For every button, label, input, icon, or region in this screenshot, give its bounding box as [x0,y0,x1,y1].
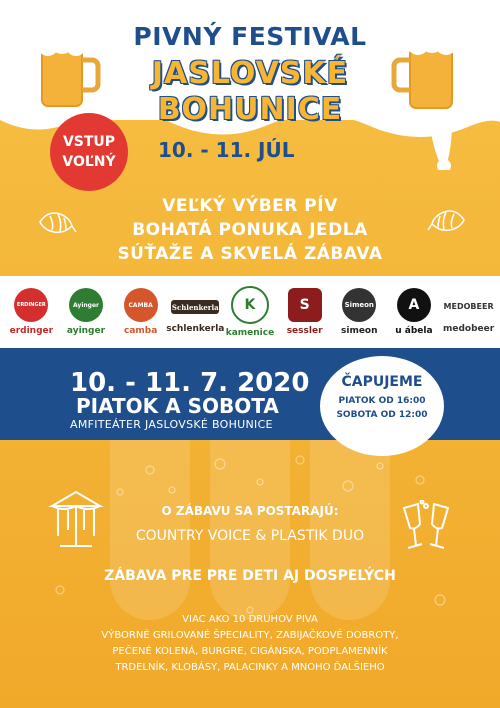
info-line: VÝBORNÉ GRILOVANÉ ŠPECIALITY, ZABIJAČKOVÉ DOBROTY, [101,630,399,641]
brewery-logo-icon [124,288,158,322]
feature-line: BOHATÁ PONUKA JEDLA [132,220,368,240]
brewery-logo-icon [69,288,103,322]
sponsor-logo [166,290,225,334]
brewery-logo-icon [231,286,269,324]
sponsor-name: u ábela [395,326,433,336]
brewery-logo-icon [171,300,219,314]
sponsor-name: schlenkerla [166,324,225,334]
brewery-logo-icon [14,288,48,322]
sponsor-logo [225,286,275,338]
sponsor-logo [280,288,330,336]
festival-dates: 10. - 11. JÚL [158,138,295,162]
info-line: VIAC AKO 10 DRUHOV PIVA [182,614,318,625]
badge-line2: VOĽNÝ [62,154,116,170]
entertainment-heading: O ZÁBAVU SA POSTARAJÚ: [161,504,339,518]
brewery-logo-mark: CAMBA [128,301,153,309]
brewery-logo-mark: A [408,297,420,313]
sponsor-logo [61,288,111,336]
brewery-logo-icon [288,288,322,322]
brewery-logo-mark: Ayinger [72,301,99,309]
festival-title: PIVNÝ FESTIVAL [133,22,367,51]
event-venue: AMFITEÁTER JASLOVSKÉ BOHUNICE [70,418,273,431]
brewery-logo-mark: ERDINGER [16,302,46,308]
tap-saturday: SOBOTA OD 12:00 [336,410,428,420]
family-fun-text: ZÁBAVA PRE PRE DETI AJ DOSPELÝCH [104,568,396,584]
sponsor-name: sessler [286,326,323,336]
sponsor-logo [116,288,166,336]
tap-title: ČAPUJEME [341,374,423,390]
sponsor-name: erdinger [9,326,54,336]
sponsor-name: medobeer [442,324,495,334]
sponsor-logo [389,288,439,336]
tap-friday: PIATOK OD 16:00 [338,396,426,406]
badge-line1: VSTUP [62,134,116,150]
brewery-logo-icon [445,296,493,316]
event-date: 10. - 11. 7. 2020 [70,368,310,398]
entertainment-bands: COUNTRY VOICE & PLASTIK DUO [135,528,365,544]
info-line: PEČENÉ KOLENÁ, BURGRE, CIGÁNSKA, PODPLAMENNÍK [112,646,388,657]
sponsor-name: simeon [341,326,378,336]
feature-line: SÚŤAŽE A SKVELÁ ZÁBAVA [117,244,383,264]
sponsor-logos [0,276,500,348]
sponsor-logo [334,288,384,336]
brewery-logo-icon [342,288,376,322]
sponsor-name: kamenice [225,328,275,338]
sponsor-logo [6,288,56,336]
sponsor-name: camba [123,326,158,336]
brewery-logo-icon [397,288,431,322]
festival-location-line2: BOHUNICE [157,92,343,127]
brewery-logo-mark: Schlenkerla [171,302,219,312]
event-days: PIATOK A SOBOTA [76,394,279,418]
info-line: TRDELNÍK, KLOBÁSY, PALACINKY A MNOHO ĎALŠIEHO [115,662,385,673]
sponsor-logo [444,290,494,334]
sponsor-name: ayinger [66,326,106,336]
brewery-logo-mark: K [244,297,256,313]
brewery-logo-mark: Simeon [344,301,374,309]
festival-location-line1: JASLOVSKÉ [151,56,349,91]
feature-line: VEĽKÝ VÝBER PÍV [162,196,338,216]
free-entry-badge [50,113,128,191]
brewery-logo-mark: S [299,297,310,313]
brewery-logo-mark: MEDOBEER [443,301,494,311]
